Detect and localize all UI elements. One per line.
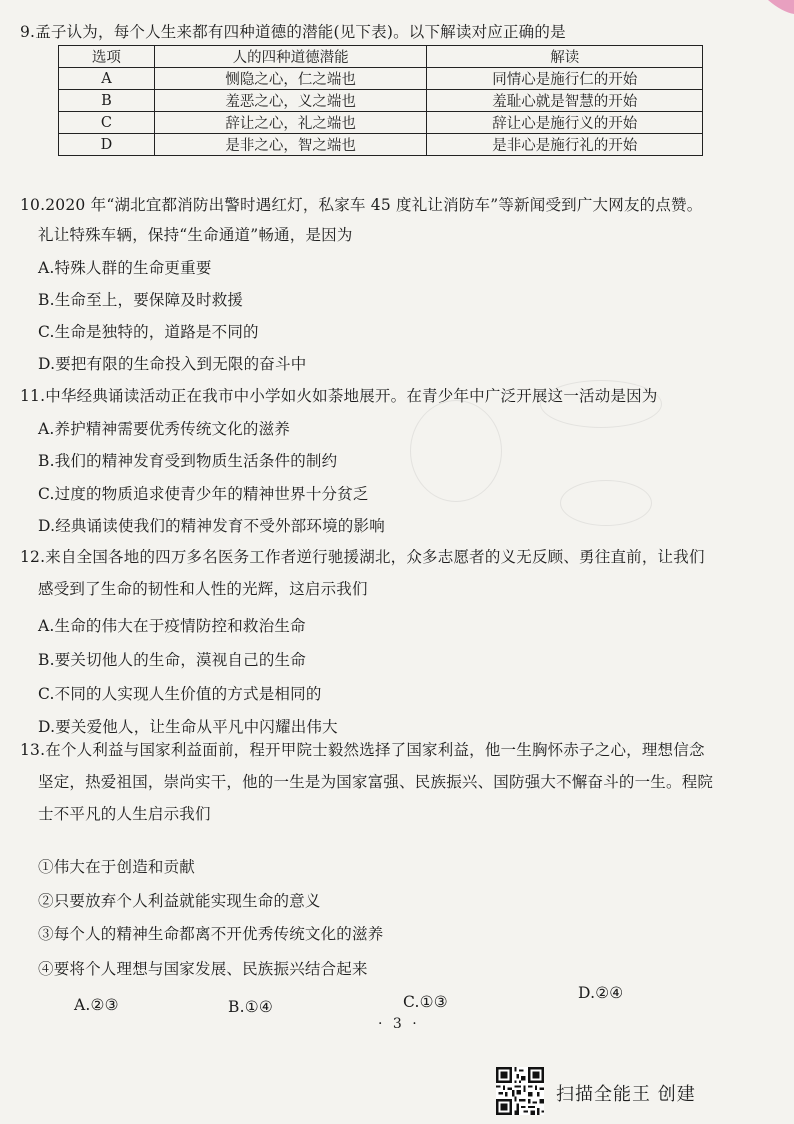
q13-choice-b: B.①④ <box>228 998 273 1016</box>
table-header-row <box>59 46 703 68</box>
table-cell: 羞耻心就是智慧的开始 <box>427 90 703 112</box>
q10-stem-cont: 礼让特殊车辆，保持“生命通道”畅通，是因为 <box>38 226 353 244</box>
table-row <box>59 90 703 112</box>
q10-stem: 10.2020 年“湖北宜都消防出警时遇红灯，私家车 45 度礼让消防车”等新闻受到广大网友的点赞。 <box>20 196 703 214</box>
q13-choice-d: D.②④ <box>578 984 624 1002</box>
table-cell: 羞恶之心，义之端也 <box>154 90 427 112</box>
table-row <box>59 134 703 156</box>
table-cell: 辞让心是施行义的开始 <box>427 112 703 134</box>
q13-choice-a: A.②③ <box>74 996 119 1014</box>
q11-option-c: C.过度的物质追求使青少年的精神世界十分贫乏 <box>38 485 369 503</box>
table-cell: 是非之心，智之端也 <box>154 134 427 156</box>
q10-option-b: B.生命至上，要保障及时救援 <box>38 291 244 309</box>
corner-stain <box>754 0 794 22</box>
q9-stem: 9.孟子认为，每个人生来都有四种道德的潜能(见下表)。以下解读对应正确的是 <box>20 23 566 41</box>
q11-option-d: D.经典诵读使我们的精神发育不受外部环境的影响 <box>38 517 385 535</box>
table-header: 人的四种道德潜能 <box>154 46 427 68</box>
table-row <box>59 68 703 90</box>
q12-stem: 12.来自全国各地的四万多名医务工作者逆行驰援湖北，众多志愿者的义无反顾、勇往直前，让我们 <box>20 548 705 566</box>
q13-item-1: ①伟大在于创造和贡献 <box>38 858 196 876</box>
table-cell: C <box>59 112 155 134</box>
bleed-through-mark <box>410 400 502 502</box>
q13-stem-cont: 士不平凡的人生启示我们 <box>38 805 211 823</box>
table-header: 选项 <box>59 46 155 68</box>
q13-item-2: ②只要放弃个人利益就能实现生命的意义 <box>38 892 321 910</box>
table-cell: B <box>59 90 155 112</box>
q13-item-3: ③每个人的精神生命都离不开优秀传统文化的滋养 <box>38 925 384 943</box>
page-number: · 3 · <box>378 1016 420 1032</box>
q12-stem-cont: 感受到了生命的韧性和人性的光辉，这启示我们 <box>38 580 368 598</box>
q10-option-a: A.特殊人群的生命更重要 <box>38 259 212 277</box>
table-cell: D <box>59 134 155 156</box>
q12-option-a: A.生命的伟大在于疫情防控和救治生命 <box>38 617 306 635</box>
q13-stem-cont: 坚定，热爱祖国，崇尚实干，他的一生是为国家富强、民族振兴、国防强大不懈奋斗的一生。程院 <box>38 773 714 791</box>
qr-code-icon <box>496 1067 544 1115</box>
q12-option-d: D.要关爱他人，让生命从平凡中闪耀出伟大 <box>38 718 338 736</box>
bleed-through-mark <box>560 480 652 526</box>
table-cell: 恻隐之心，仁之端也 <box>154 68 427 90</box>
table-cell: 是非心是施行礼的开始 <box>427 134 703 156</box>
q9-table <box>58 45 703 156</box>
table-row <box>59 112 703 134</box>
q13-stem: 13.在个人利益与国家利益面前，程开甲院士毅然选择了国家利益，他一生胸怀赤子之心，理想信念 <box>20 741 705 759</box>
q11-option-a: A.养护精神需要优秀传统文化的滋养 <box>38 420 291 438</box>
table-cell: 同情心是施行仁的开始 <box>427 68 703 90</box>
q10-option-c: C.生命是独特的，道路是不同的 <box>38 323 259 341</box>
q10-option-d: D.要把有限的生命投入到无限的奋斗中 <box>38 355 307 373</box>
q13-item-4: ④要将个人理想与国家发展、民族振兴结合起来 <box>38 960 368 978</box>
q11-option-b: B.我们的精神发育受到物质生活条件的制约 <box>38 452 338 470</box>
scanner-watermark: 扫描全能王 创建 <box>556 1084 696 1105</box>
q12-option-c: C.不同的人实现人生价值的方式是相同的 <box>38 685 322 703</box>
q12-option-b: B.要关切他人的生命，漠视自己的生命 <box>38 651 306 669</box>
table-header: 解读 <box>427 46 703 68</box>
q13-choice-c: C.①③ <box>403 993 448 1011</box>
q11-stem: 11.中华经典诵读活动正在我市中小学如火如荼地展开。在青少年中广泛开展这一活动是因为 <box>20 387 658 405</box>
table-cell: A <box>59 68 155 90</box>
table-cell: 辞让之心，礼之端也 <box>154 112 427 134</box>
